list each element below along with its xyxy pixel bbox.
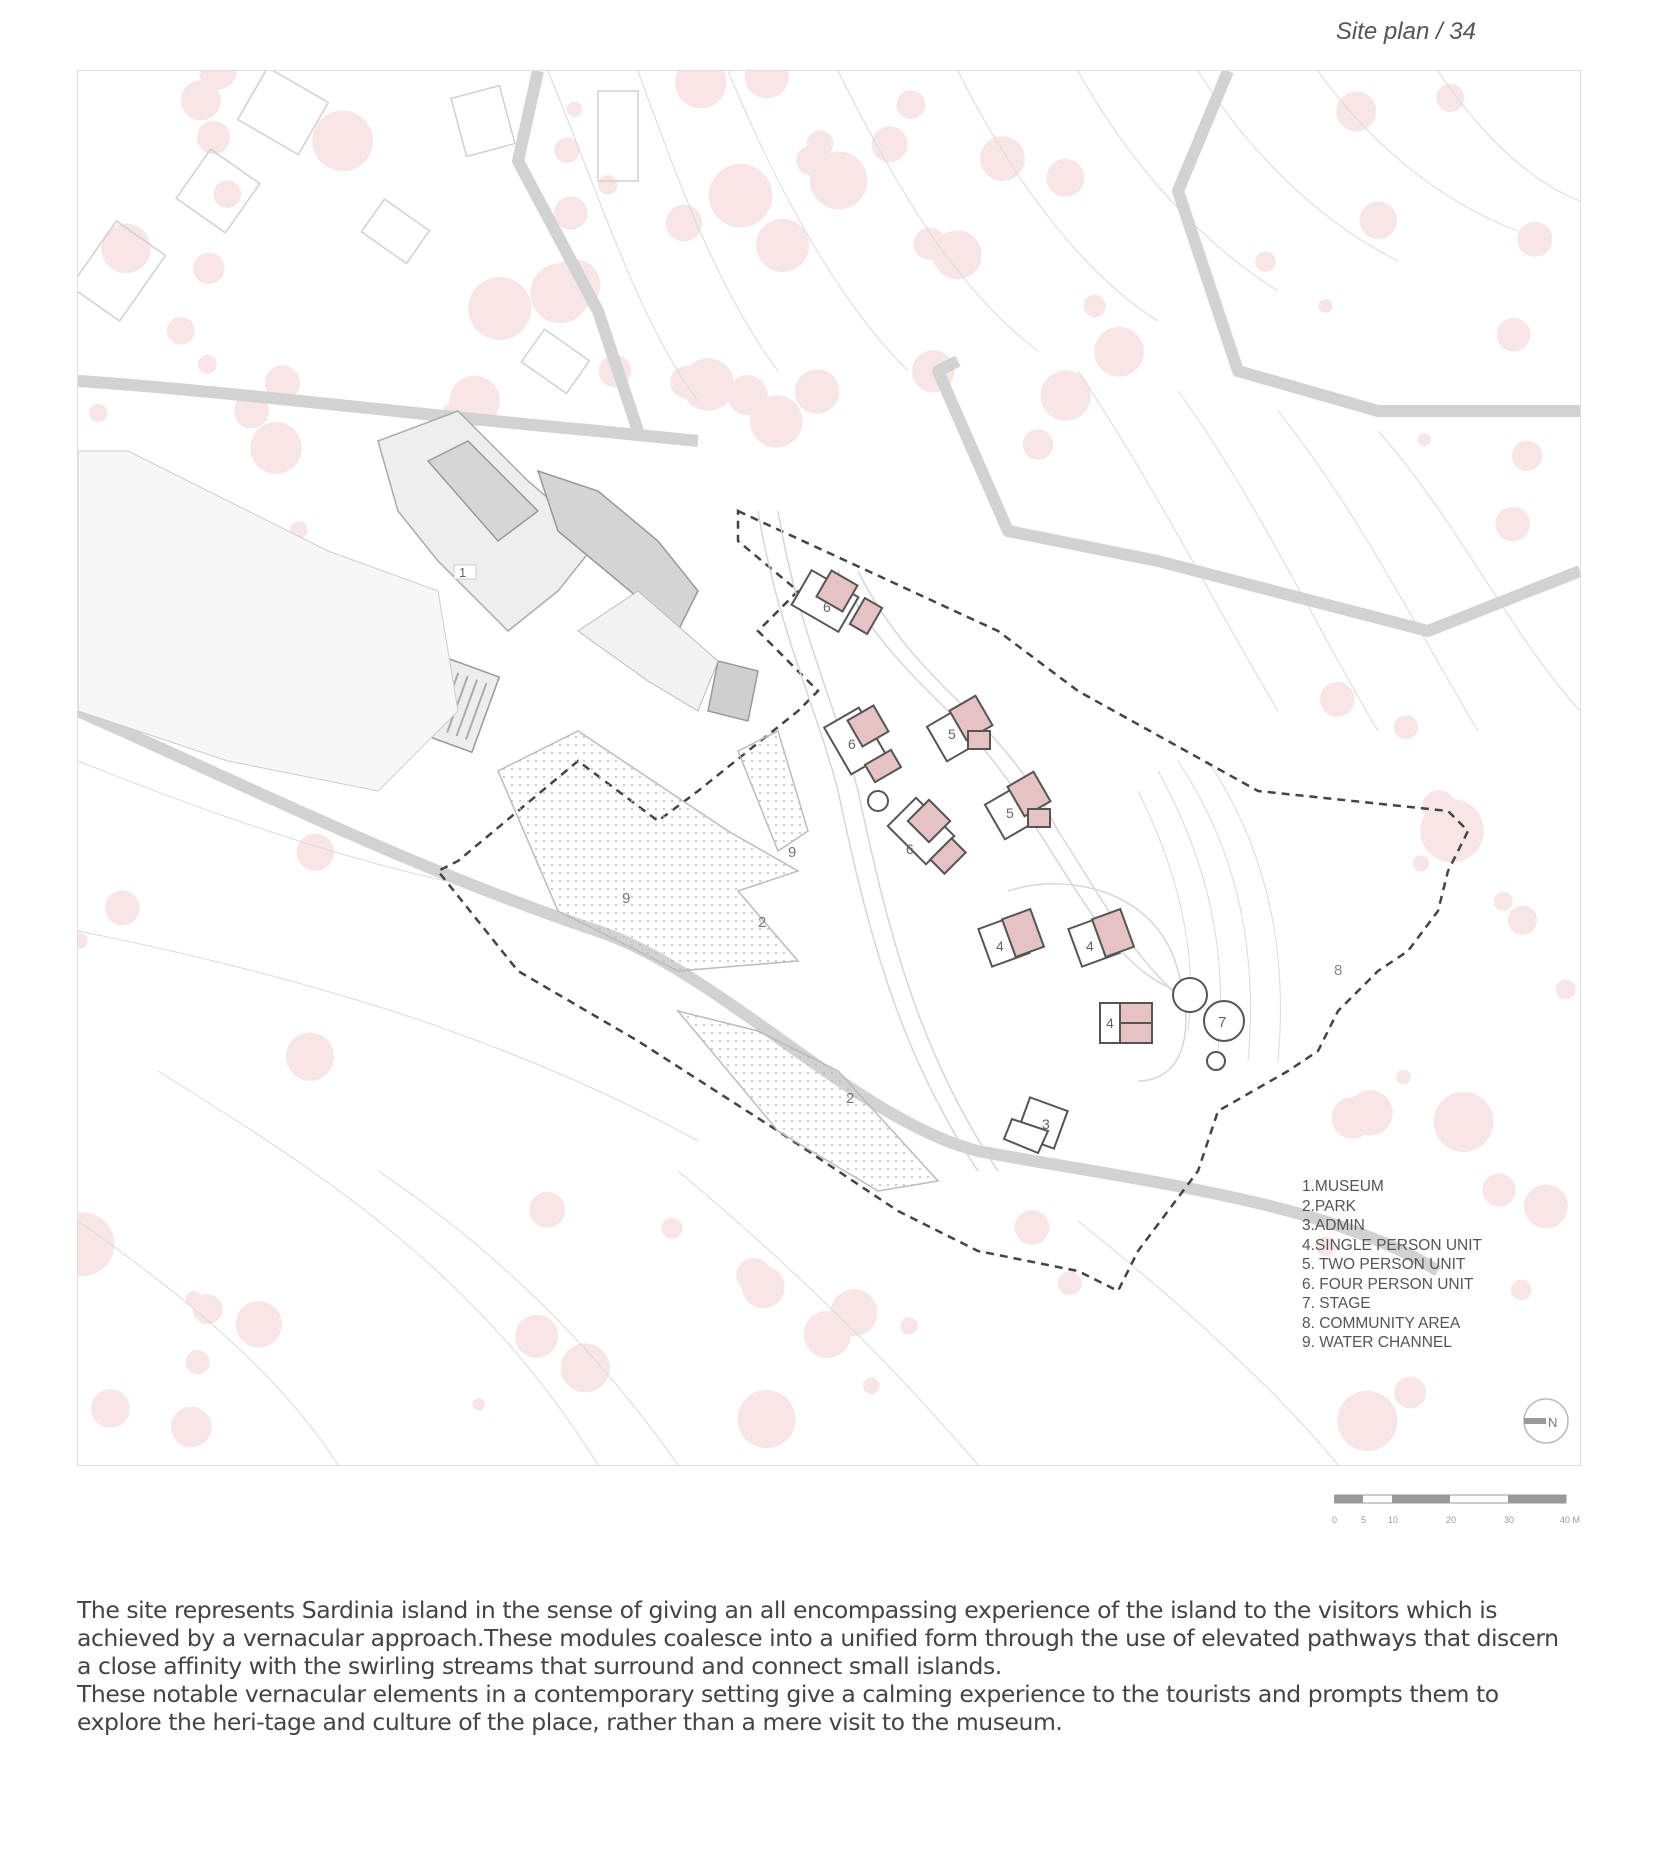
- unit-single-a: [978, 909, 1044, 967]
- unit-single-c: [1100, 1003, 1152, 1043]
- tree-icon: [682, 358, 735, 411]
- tree-icon: [1497, 318, 1531, 352]
- tree-icon: [1047, 159, 1085, 197]
- tree-icon: [1482, 1173, 1515, 1206]
- tree-icon: [1556, 979, 1576, 999]
- tree-icon: [1331, 1097, 1373, 1139]
- tree-icon: [167, 317, 195, 345]
- tree-icon: [529, 1192, 565, 1228]
- tree-icon: [745, 71, 789, 98]
- description-paragraph: These notable vernacular elements in a contemporary setting give a calming experience to the tourists and prompts them to explore the heri-tage and culture of the place, rather than a mere visit to the museum.: [77, 1680, 1499, 1736]
- tree-icon: [1524, 1184, 1568, 1228]
- scale-tick: 20: [1446, 1515, 1457, 1525]
- label-two-b: 5: [1006, 805, 1014, 821]
- tree-icon: [738, 1390, 796, 1448]
- tree-icon: [830, 1289, 877, 1336]
- unit-four-person-b: [824, 706, 901, 811]
- tree-icon: [468, 277, 531, 340]
- tree-icon: [78, 933, 88, 949]
- tree-icon: [750, 395, 803, 448]
- description: [77, 1596, 1579, 1736]
- tree-icon: [756, 219, 809, 272]
- north-arrow: [1524, 1399, 1568, 1443]
- label-four-c: 6: [906, 841, 914, 857]
- tree-icon: [872, 126, 908, 162]
- tree-icon: [709, 164, 773, 228]
- tree-icon: [198, 355, 217, 374]
- tree-icon: [1058, 1271, 1082, 1295]
- label-four-a: 6: [823, 599, 831, 615]
- legend-item: 9. WATER CHANNEL: [1302, 1334, 1452, 1351]
- label-single-c: 4: [1106, 1015, 1114, 1031]
- scale-tick: 10: [1388, 1515, 1399, 1525]
- label-single-a: 4: [996, 938, 1004, 954]
- tree-icon: [1434, 1092, 1494, 1152]
- tree-icon: [236, 1301, 282, 1347]
- tree-icon: [897, 90, 926, 119]
- tree-icon: [1508, 906, 1537, 935]
- tree-icon: [661, 1218, 682, 1239]
- page-title: Site plan / 34: [1335, 18, 1476, 45]
- scale-tick: 30: [1504, 1515, 1515, 1525]
- tree-icon: [105, 891, 140, 926]
- housing-units: [792, 570, 1152, 1153]
- tree-icon: [1015, 1210, 1050, 1245]
- legend-item: 7. STAGE: [1302, 1295, 1371, 1312]
- tree-icon: [250, 422, 302, 474]
- label-park-a: 2: [758, 914, 767, 931]
- legend-item: 3.ADMIN: [1302, 1217, 1365, 1234]
- water-channel-strip: [738, 731, 808, 851]
- tree-icon: [214, 180, 242, 208]
- tree-icon: [1255, 251, 1276, 272]
- unit-admin: [1004, 1097, 1068, 1153]
- tree-icon: [1041, 370, 1091, 420]
- tree-icon: [1320, 682, 1355, 717]
- tree-icon: [736, 1258, 771, 1293]
- legend-item: 4.SINGLE PERSON UNIT: [1302, 1236, 1483, 1254]
- tree-icon: [297, 834, 334, 871]
- park-area-south: [678, 1011, 938, 1191]
- tree-icon: [1396, 1070, 1411, 1085]
- tree-icon: [796, 145, 826, 175]
- label-park-b: 2: [846, 1090, 855, 1107]
- description-paragraph: The site represents Sardinia island in the sense of giving an all encompassing experience of the island to the visitors which is achieved by a vernacular approach.These modules coalesce into a unified form through the use of elevated pathways that discern a close affinity with the swirling streams that surround and connect small islands.: [77, 1596, 1559, 1680]
- tree-icon: [795, 369, 840, 414]
- tree-icon: [567, 102, 582, 117]
- tree-icon: [1336, 91, 1376, 131]
- tree-icon: [598, 175, 617, 194]
- tree-icon: [193, 253, 225, 285]
- tree-icon: [515, 1315, 558, 1358]
- unit-two-person-b: [985, 772, 1051, 840]
- tree-icon: [89, 404, 107, 422]
- tree-icon: [1511, 1280, 1532, 1301]
- unit-four-person-c: [888, 798, 966, 874]
- tree-icon: [1023, 429, 1054, 460]
- tree-icon: [312, 110, 373, 171]
- tree-icon: [1517, 222, 1552, 257]
- tree-icon: [675, 71, 726, 109]
- tree-icon: [863, 1377, 880, 1394]
- tree-icon: [1337, 1391, 1397, 1451]
- legend: [1302, 1177, 1482, 1353]
- tree-icon: [1512, 441, 1542, 471]
- label-four-b: 6: [848, 736, 856, 752]
- label-water-b: 9: [622, 890, 631, 907]
- tree-icon: [185, 1350, 209, 1374]
- tree-icon: [101, 224, 151, 274]
- label-admin: 3: [1042, 1116, 1050, 1132]
- label-water-a: 9: [788, 844, 797, 861]
- label-stage: 7: [1218, 1014, 1227, 1031]
- tree-icon: [554, 196, 587, 229]
- legend-item: 2.PARK: [1302, 1197, 1356, 1215]
- tree-icon: [91, 1389, 130, 1428]
- unit-single-b: [1068, 909, 1134, 967]
- label-two-a: 5: [948, 726, 956, 742]
- tree-icon: [1494, 892, 1513, 911]
- label-museum: 1: [459, 565, 467, 580]
- tree-icon: [1394, 715, 1418, 739]
- tree-icon: [1359, 201, 1397, 239]
- tree-icon: [1319, 299, 1333, 313]
- north-label: N: [1548, 1415, 1558, 1430]
- stage: [1173, 978, 1244, 1070]
- tree-icon: [1084, 295, 1106, 317]
- tree-icon: [1094, 327, 1144, 377]
- tree-icon: [1418, 433, 1431, 446]
- unit-two-person-a: [927, 696, 993, 762]
- tree-icon: [1394, 1377, 1426, 1409]
- tree-icon: [900, 1317, 917, 1334]
- tree-icon: [472, 1398, 484, 1410]
- tree-icon: [1495, 507, 1530, 542]
- tree-icon: [78, 1212, 114, 1276]
- tree-icon: [286, 1033, 334, 1081]
- scale-tick: 40 M: [1560, 1515, 1581, 1525]
- scale-tick: 0: [1332, 1515, 1338, 1525]
- tree-icon: [171, 1407, 212, 1448]
- label-community: 8: [1334, 962, 1343, 979]
- label-single-b: 4: [1086, 938, 1094, 954]
- legend-item: 8. COMMUNITY AREA: [1302, 1314, 1461, 1332]
- scale-bar: [1334, 1493, 1594, 1523]
- legend-item: 5. TWO PERSON UNIT: [1302, 1256, 1466, 1273]
- tree-icon: [1420, 799, 1483, 862]
- legend-item: 1.MUSEUM: [1302, 1178, 1384, 1195]
- legend-item: 6. FOUR PERSON UNIT: [1302, 1275, 1474, 1293]
- tree-icon: [197, 121, 230, 154]
- tree-icon: [1413, 855, 1429, 871]
- scale-tick: 5: [1361, 1515, 1367, 1525]
